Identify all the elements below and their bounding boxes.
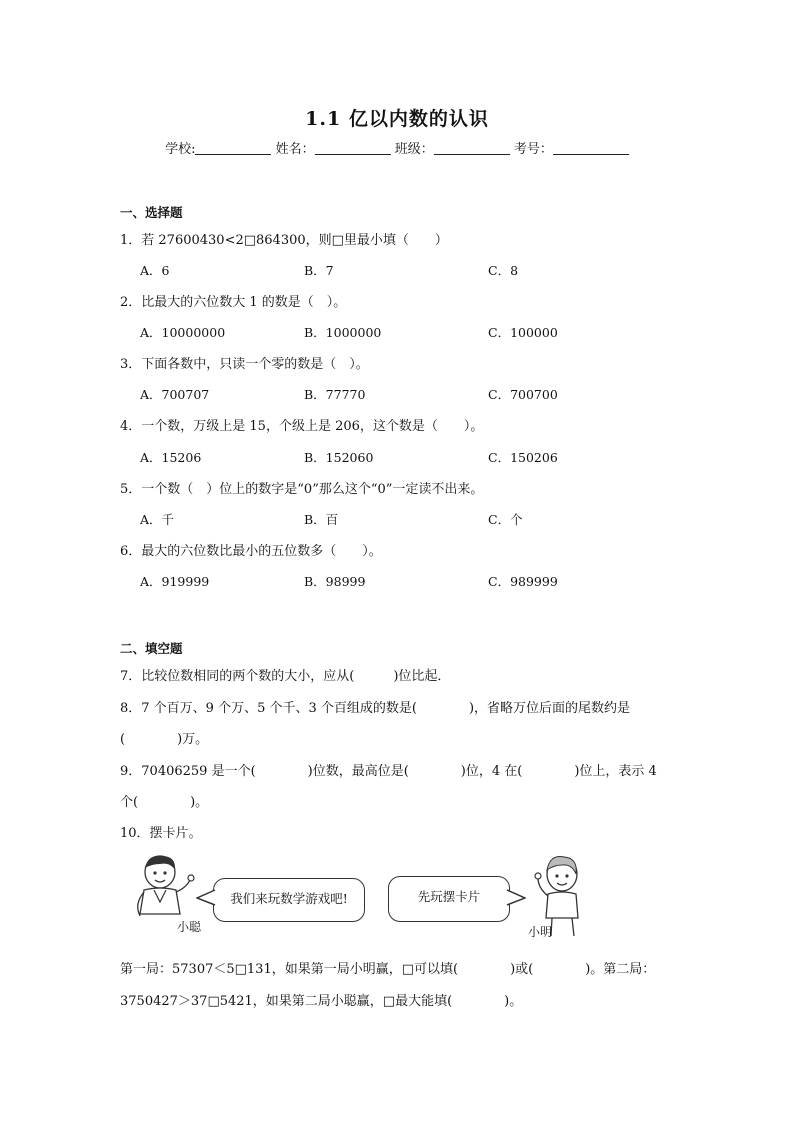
question-9-line-1: 9．70406259 是一个( )位数，最高位是( )位，4 在( )位上，表示 4 <box>120 764 657 779</box>
question-10-stem: 10．摆卡片。 <box>120 826 202 841</box>
question-3-stem: 3．下面各数中，只读一个零的数是（ ）。 <box>120 357 369 372</box>
name-xiaocong: 小聪 <box>177 920 202 934</box>
speech-bubble-right-text: 先玩摆卡片 <box>417 889 481 904</box>
speech-bubble-left <box>213 878 365 922</box>
class-blank[interactable] <box>434 141 510 155</box>
speech-bubble-right-tail-icon <box>506 888 526 908</box>
school-label: 学校: <box>165 142 196 157</box>
question-6-option-c[interactable]: C．989999 <box>488 574 558 589</box>
exam-no-blank[interactable] <box>553 141 629 155</box>
name-blank[interactable] <box>315 141 391 155</box>
question-8-line-2: ( )万。 <box>120 732 209 747</box>
question-3-option-a[interactable]: A．700707 <box>140 387 210 402</box>
speech-bubble-right <box>388 876 510 922</box>
question-9-line-2: 个( )。 <box>120 795 209 810</box>
question-5-option-a[interactable]: A．千 <box>140 512 175 527</box>
question-4-option-b[interactable]: B．152060 <box>304 450 374 465</box>
section-heading-choice: 一、选择题 <box>120 205 183 220</box>
question-5-stem: 5．一个数（ ）位上的数字是“0”那么这个“0”一定读不出来。 <box>120 482 484 497</box>
question-3-option-b[interactable]: B．77770 <box>304 387 366 402</box>
question-5-option-b[interactable]: B．百 <box>304 512 339 527</box>
name-xiaoming: 小明 <box>528 925 553 939</box>
speech-bubble-left-tail-icon <box>196 888 216 908</box>
question-5-option-c[interactable]: C．个 <box>488 512 523 527</box>
question-4-stem: 4．一个数，万级上是 15，个级上是 206，这个数是（ ）。 <box>120 419 484 434</box>
name-label: 姓名： <box>275 142 315 157</box>
question-2-stem: 2．比最大的六位数大 1 的数是（ ）。 <box>120 295 347 310</box>
question-2-option-c[interactable]: C．100000 <box>488 325 558 340</box>
question-2-option-a[interactable]: A．10000000 <box>140 325 226 340</box>
student-info-line <box>0 138 794 157</box>
question-10-line-2: 3750427＞37□5421，如果第二局小聪赢，□最大能填( )。 <box>120 994 523 1009</box>
school-blank[interactable] <box>195 141 271 155</box>
question-8-line-1: 8．7 个百万、9 个万、5 个千、3 个百组成的数是( )，省略万位后面的尾数约是 <box>120 701 631 716</box>
class-label: 班级： <box>394 142 434 157</box>
section-heading-fill: 二、填空题 <box>120 641 183 656</box>
question-1-option-b[interactable]: B．7 <box>304 263 334 278</box>
page-title: 1.1 亿以内数的认识 <box>305 108 489 130</box>
question-6-stem: 6．最大的六位数比最小的五位数多（ ）。 <box>120 544 382 559</box>
question-7: 7．比较位数相同的两个数的大小，应从( )位比起． <box>120 669 451 684</box>
question-1-option-a[interactable]: A．6 <box>140 263 170 278</box>
boy-xiaocong-illustration <box>130 852 202 928</box>
question-1-stem: 1．若 27600430<2□864300，则□里最小填（ ） <box>120 233 448 248</box>
speech-bubble-left-text: 我们来玩数学游戏吧! <box>230 891 348 906</box>
question-6-option-a[interactable]: A．919999 <box>140 574 210 589</box>
question-4-option-c[interactable]: C．150206 <box>488 450 558 465</box>
question-3-option-c[interactable]: C．700700 <box>488 387 558 402</box>
question-6-option-b[interactable]: B．98999 <box>304 574 366 589</box>
question-2-option-b[interactable]: B．1000000 <box>304 325 382 340</box>
question-4-option-a[interactable]: A．15206 <box>140 450 202 465</box>
question-1-option-c[interactable]: C．8 <box>488 263 519 278</box>
exam-no-label: 考号： <box>513 142 553 157</box>
question-10-line-1: 第一局：57307＜5□131，如果第一局小明赢，□可以填( )或( )。第二局： <box>120 962 656 977</box>
